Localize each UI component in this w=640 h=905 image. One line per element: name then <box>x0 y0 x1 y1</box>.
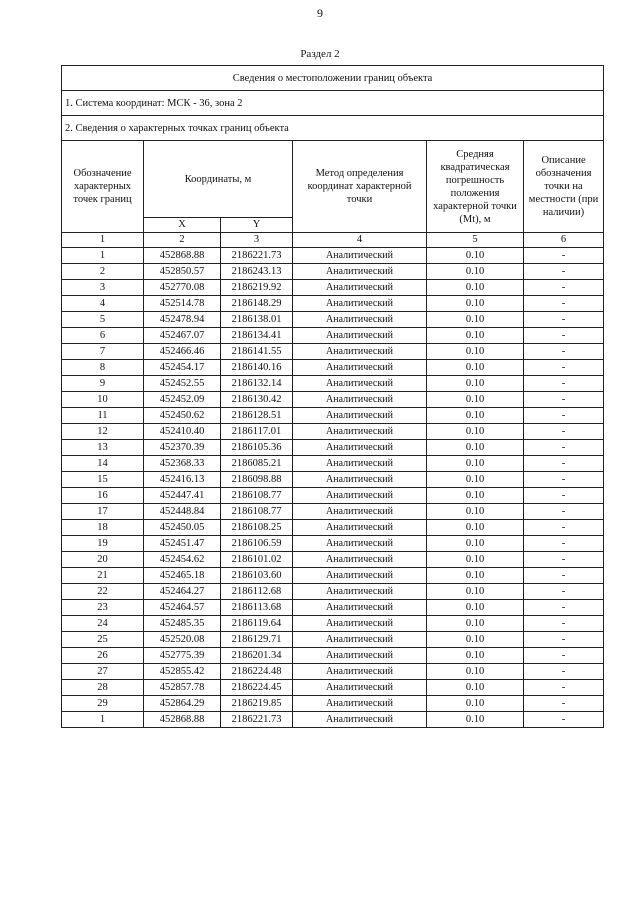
description: - <box>524 376 604 392</box>
point-number: 22 <box>62 584 144 600</box>
description: - <box>524 392 604 408</box>
table-row <box>62 280 604 296</box>
header-mean-error: Средняя квадратическая погрешность положения характерной точки (Mt), м <box>427 141 524 233</box>
coord-y: 2186130.42 <box>221 392 293 408</box>
method: Аналитический <box>293 488 427 504</box>
mean-error: 0.10 <box>427 392 524 408</box>
method: Аналитический <box>293 456 427 472</box>
description: - <box>524 440 604 456</box>
table-row <box>62 296 604 312</box>
point-number: 16 <box>62 488 144 504</box>
table-row <box>62 440 604 456</box>
method: Аналитический <box>293 280 427 296</box>
method: Аналитический <box>293 600 427 616</box>
coord-y: 2186101.02 <box>221 552 293 568</box>
table-row <box>62 696 604 712</box>
coord-y: 2186108.77 <box>221 488 293 504</box>
coord-x: 452464.57 <box>144 600 221 616</box>
point-number: 18 <box>62 520 144 536</box>
description: - <box>524 408 604 424</box>
method: Аналитический <box>293 680 427 696</box>
mean-error: 0.10 <box>427 280 524 296</box>
coord-y: 2186119.64 <box>221 616 293 632</box>
mean-error: 0.10 <box>427 328 524 344</box>
coord-x: 452857.78 <box>144 680 221 696</box>
description: - <box>524 360 604 376</box>
point-number: 25 <box>62 632 144 648</box>
method: Аналитический <box>293 504 427 520</box>
coord-x: 452514.78 <box>144 296 221 312</box>
mean-error: 0.10 <box>427 472 524 488</box>
table-row <box>62 664 604 680</box>
point-number: 12 <box>62 424 144 440</box>
coord-y: 2186108.77 <box>221 504 293 520</box>
coord-y: 2186148.29 <box>221 296 293 312</box>
point-number: 19 <box>62 536 144 552</box>
table-row <box>62 264 604 280</box>
mean-error: 0.10 <box>427 680 524 696</box>
coord-x: 452868.88 <box>144 248 221 264</box>
method: Аналитический <box>293 536 427 552</box>
coord-x: 452466.46 <box>144 344 221 360</box>
description: - <box>524 504 604 520</box>
description: - <box>524 424 604 440</box>
method: Аналитический <box>293 312 427 328</box>
coord-y: 2186106.59 <box>221 536 293 552</box>
description: - <box>524 600 604 616</box>
coord-x: 452467.07 <box>144 328 221 344</box>
method: Аналитический <box>293 424 427 440</box>
mean-error: 0.10 <box>427 584 524 600</box>
mean-error: 0.10 <box>427 456 524 472</box>
mean-error: 0.10 <box>427 568 524 584</box>
description: - <box>524 632 604 648</box>
description: - <box>524 312 604 328</box>
description: - <box>524 296 604 312</box>
method: Аналитический <box>293 520 427 536</box>
mean-error: 0.10 <box>427 600 524 616</box>
point-number: 21 <box>62 568 144 584</box>
method: Аналитический <box>293 552 427 568</box>
coord-y: 2186103.60 <box>221 568 293 584</box>
point-number: 13 <box>62 440 144 456</box>
mean-error: 0.10 <box>427 648 524 664</box>
method: Аналитический <box>293 296 427 312</box>
coord-y: 2186128.51 <box>221 408 293 424</box>
mean-error: 0.10 <box>427 632 524 648</box>
point-number: 2 <box>62 264 144 280</box>
description: - <box>524 616 604 632</box>
method: Аналитический <box>293 664 427 680</box>
point-number: 11 <box>62 408 144 424</box>
table-row <box>62 488 604 504</box>
point-number: 29 <box>62 696 144 712</box>
mean-error: 0.10 <box>427 440 524 456</box>
column-number: 4 <box>293 233 427 248</box>
column-number: 6 <box>524 233 604 248</box>
coord-y: 2186113.68 <box>221 600 293 616</box>
method: Аналитический <box>293 376 427 392</box>
point-number: 17 <box>62 504 144 520</box>
description: - <box>524 472 604 488</box>
coord-x: 452850.57 <box>144 264 221 280</box>
coord-x: 452465.18 <box>144 568 221 584</box>
coord-y: 2186112.68 <box>221 584 293 600</box>
point-number: 5 <box>62 312 144 328</box>
coord-x: 452864.29 <box>144 696 221 712</box>
table-row <box>62 632 604 648</box>
table-row <box>62 584 604 600</box>
mean-error: 0.10 <box>427 312 524 328</box>
table-row <box>62 328 604 344</box>
table-row <box>62 392 604 408</box>
coord-y: 2186138.01 <box>221 312 293 328</box>
description: - <box>524 280 604 296</box>
mean-error: 0.10 <box>427 296 524 312</box>
table-row <box>62 408 604 424</box>
coord-x: 452520.08 <box>144 632 221 648</box>
mean-error: 0.10 <box>427 408 524 424</box>
table-row <box>62 312 604 328</box>
mean-error: 0.10 <box>427 504 524 520</box>
coord-y: 2186117.01 <box>221 424 293 440</box>
description: - <box>524 264 604 280</box>
mean-error: 0.10 <box>427 664 524 680</box>
mean-error: 0.10 <box>427 344 524 360</box>
points-body <box>62 248 604 728</box>
mean-error: 0.10 <box>427 488 524 504</box>
coord-y: 2186219.85 <box>221 696 293 712</box>
mean-error: 0.10 <box>427 248 524 264</box>
coord-x: 452454.62 <box>144 552 221 568</box>
method: Аналитический <box>293 584 427 600</box>
description: - <box>524 712 604 728</box>
method: Аналитический <box>293 392 427 408</box>
coordinate-system: 1. Система координат: МСК - 36, зона 2 <box>62 91 604 116</box>
table-row <box>62 536 604 552</box>
table-row <box>62 376 604 392</box>
description: - <box>524 488 604 504</box>
coord-y: 2186108.25 <box>221 520 293 536</box>
coord-x: 452775.39 <box>144 648 221 664</box>
table-row <box>62 648 604 664</box>
coord-x: 452410.40 <box>144 424 221 440</box>
method: Аналитический <box>293 648 427 664</box>
column-number: 3 <box>221 233 293 248</box>
description: - <box>524 520 604 536</box>
coord-y: 2186129.71 <box>221 632 293 648</box>
column-number: 5 <box>427 233 524 248</box>
table-subtitle: 2. Сведения о характерных точках границ объекта <box>62 116 604 141</box>
coord-x: 452868.88 <box>144 712 221 728</box>
coord-x: 452450.05 <box>144 520 221 536</box>
method: Аналитический <box>293 328 427 344</box>
point-number: 14 <box>62 456 144 472</box>
point-number: 24 <box>62 616 144 632</box>
point-number: 7 <box>62 344 144 360</box>
table-row <box>62 504 604 520</box>
table-row <box>62 344 604 360</box>
mean-error: 0.10 <box>427 696 524 712</box>
table-row <box>62 616 604 632</box>
header-x: X <box>144 218 221 233</box>
table-row <box>62 712 604 728</box>
coord-x: 452452.09 <box>144 392 221 408</box>
coord-y: 2186201.34 <box>221 648 293 664</box>
header-method: Метод определения координат характерной точки <box>293 141 427 233</box>
method: Аналитический <box>293 344 427 360</box>
coord-x: 452855.42 <box>144 664 221 680</box>
table-row <box>62 248 604 264</box>
mean-error: 0.10 <box>427 552 524 568</box>
coord-x: 452464.27 <box>144 584 221 600</box>
coord-x: 452454.17 <box>144 360 221 376</box>
mean-error: 0.10 <box>427 424 524 440</box>
mean-error: 0.10 <box>427 712 524 728</box>
boundary-points-table <box>61 65 604 728</box>
section-title: Раздел 2 <box>300 48 340 60</box>
column-number: 1 <box>62 233 144 248</box>
coord-x: 452452.55 <box>144 376 221 392</box>
coord-x: 452416.13 <box>144 472 221 488</box>
point-number: 26 <box>62 648 144 664</box>
table-title: Сведения о местоположении границ объекта <box>62 66 604 91</box>
method: Аналитический <box>293 696 427 712</box>
mean-error: 0.10 <box>427 520 524 536</box>
coord-y: 2186132.14 <box>221 376 293 392</box>
coord-y: 2186141.55 <box>221 344 293 360</box>
method: Аналитический <box>293 264 427 280</box>
point-number: 4 <box>62 296 144 312</box>
description: - <box>524 456 604 472</box>
description: - <box>524 680 604 696</box>
table-row <box>62 520 604 536</box>
point-number: 27 <box>62 664 144 680</box>
description: - <box>524 536 604 552</box>
method: Аналитический <box>293 616 427 632</box>
description: - <box>524 328 604 344</box>
point-number: 9 <box>62 376 144 392</box>
method: Аналитический <box>293 440 427 456</box>
point-number: 1 <box>62 248 144 264</box>
coord-y: 2186219.92 <box>221 280 293 296</box>
table-row <box>62 568 604 584</box>
description: - <box>524 696 604 712</box>
point-number: 10 <box>62 392 144 408</box>
table-row <box>62 680 604 696</box>
coord-y: 2186098.88 <box>221 472 293 488</box>
point-number: 28 <box>62 680 144 696</box>
method: Аналитический <box>293 360 427 376</box>
description: - <box>524 248 604 264</box>
coord-x: 452448.84 <box>144 504 221 520</box>
table-row <box>62 456 604 472</box>
mean-error: 0.10 <box>427 616 524 632</box>
coord-x: 452485.35 <box>144 616 221 632</box>
description: - <box>524 664 604 680</box>
table-row <box>62 424 604 440</box>
point-number: 23 <box>62 600 144 616</box>
coord-y: 2186140.16 <box>221 360 293 376</box>
method: Аналитический <box>293 472 427 488</box>
coord-y: 2186221.73 <box>221 248 293 264</box>
table-row <box>62 472 604 488</box>
column-number-row <box>62 233 604 248</box>
description: - <box>524 568 604 584</box>
description: - <box>524 648 604 664</box>
coord-y: 2186221.73 <box>221 712 293 728</box>
page-number: 9 <box>317 6 323 20</box>
coord-x: 452370.39 <box>144 440 221 456</box>
column-number: 2 <box>144 233 221 248</box>
method: Аналитический <box>293 632 427 648</box>
coord-y: 2186085.21 <box>221 456 293 472</box>
mean-error: 0.10 <box>427 360 524 376</box>
description: - <box>524 344 604 360</box>
method: Аналитический <box>293 408 427 424</box>
mean-error: 0.10 <box>427 536 524 552</box>
table-row <box>62 600 604 616</box>
coord-x: 452368.33 <box>144 456 221 472</box>
description: - <box>524 552 604 568</box>
coord-y: 2186224.45 <box>221 680 293 696</box>
mean-error: 0.10 <box>427 264 524 280</box>
description: - <box>524 584 604 600</box>
coord-y: 2186243.13 <box>221 264 293 280</box>
coord-y: 2186224.48 <box>221 664 293 680</box>
coord-x: 452447.41 <box>144 488 221 504</box>
point-number: 8 <box>62 360 144 376</box>
coord-y: 2186105.36 <box>221 440 293 456</box>
coord-x: 452451.47 <box>144 536 221 552</box>
table-row <box>62 552 604 568</box>
coord-x: 452450.62 <box>144 408 221 424</box>
method: Аналитический <box>293 712 427 728</box>
header-coordinates: Координаты, м <box>144 141 293 218</box>
method: Аналитический <box>293 248 427 264</box>
header-point-designation: Обозначение характерных точек границ <box>62 141 144 233</box>
point-number: 6 <box>62 328 144 344</box>
mean-error: 0.10 <box>427 376 524 392</box>
coord-y: 2186134.41 <box>221 328 293 344</box>
coord-x: 452478.94 <box>144 312 221 328</box>
point-number: 3 <box>62 280 144 296</box>
point-number: 15 <box>62 472 144 488</box>
header-description: Описание обозначения точки на местности (при наличии) <box>524 141 604 233</box>
point-number: 1 <box>62 712 144 728</box>
coord-x: 452770.08 <box>144 280 221 296</box>
method: Аналитический <box>293 568 427 584</box>
header-y: Y <box>221 218 293 233</box>
point-number: 20 <box>62 552 144 568</box>
table-row <box>62 360 604 376</box>
